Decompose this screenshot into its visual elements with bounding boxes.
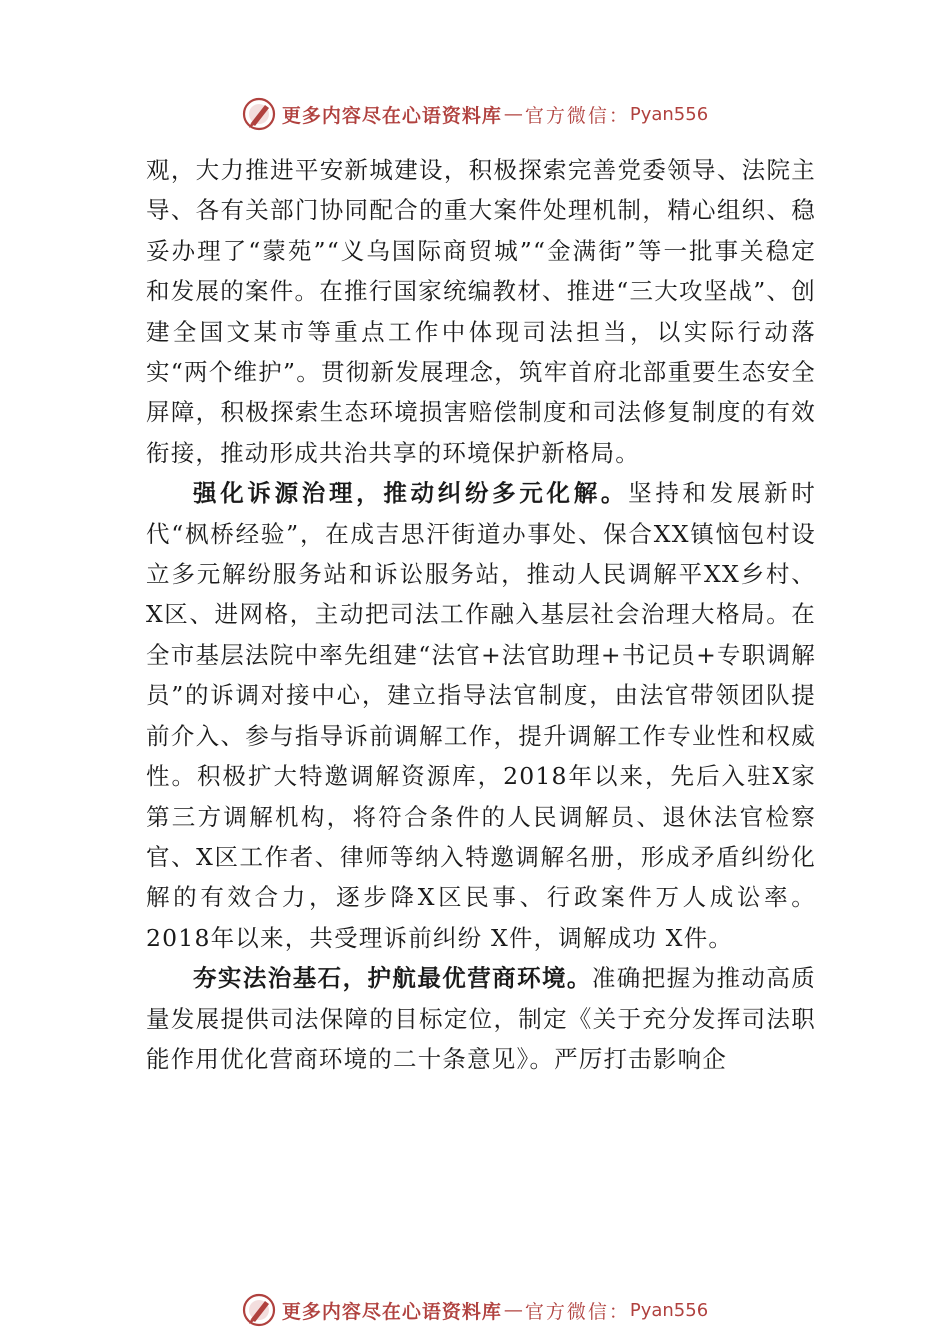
paragraph-heading: 夯实法治基石，护航最优营商环境。: [193, 964, 592, 993]
paragraph-litigation-governance: [146, 473, 816, 958]
brand-text: 更多内容尽在心语资料库: [281, 104, 502, 127]
pen-seal-logo-icon: [242, 97, 276, 131]
document-body: [146, 150, 816, 1079]
wechat-label: 官方微信：: [524, 1300, 630, 1323]
header-banner: [0, 94, 950, 134]
paragraph-text: 观，大力推进平安新城建设，积极探索完善党委领导、法院主导、各有关部门协同配合的重大案件处理机制，精心组织、稳妥办理了“蒙苑”“义乌国际商贸城”“金满街”等一批事关稳定和发展的案件。在推行国家统编教材、推进“三大攻坚战”、创建全国文某市等重点工作中体现司法担当，以实际行动落实“两个维护”。贯彻新发展理念，筑牢首府北部重要生态安全屏障，积极探索生态环境损害赔偿制度和司法修复制度的有效衔接，推动形成共治共享的环境保护新格局。: [146, 156, 816, 467]
paragraph-heading: 强化诉源治理，推动纠纷多元化解。: [193, 479, 629, 508]
pen-seal-logo-icon: [242, 1293, 276, 1327]
brand-text: 更多内容尽在心语资料库: [281, 1300, 502, 1323]
separator: —: [503, 1299, 523, 1321]
wechat-id: Pyan556: [629, 103, 709, 125]
separator: —: [503, 103, 523, 125]
wechat-label: 官方微信：: [524, 104, 630, 127]
paragraph-business-environment: [146, 958, 816, 1079]
paragraph-text: 准确把握为推动高质量发展提供司法保障的目标定位，制定《关于充分发挥司法职能作用优化营商环境的二十条意见》。严厉打击影响企: [146, 964, 816, 1073]
footer-banner: [0, 1290, 950, 1330]
paragraph-text: 坚持和发展新时代“枫桥经验”，在成吉思汗街道办事处、保合XX镇恼包村设立多元解纷服务站和诉讼服务站，推动人民调解平XX乡村、X区、进网格，主动把司法工作融入基层社会治理大格局。在全市基层法院中率先组建“法官+法官助理+书记员+专职调解员”的诉调对接中心，建立指导法官制度，由法官带领团队提前介入、参与指导诉前调解工作，提升调解工作专业性和权威性。积极扩大特邀调解资源库，2018年以来，先后入驻X家第三方调解机构，将符合条件的人民调解员、退休法官检察官、X区工作者、律师等纳入特邀调解名册，形成矛盾纠纷化解的有效合力，逐步降X区民事、行政案件万人成讼率。2018年以来，共受理诉前纠纷 X件，调解成功 X件。: [146, 479, 816, 952]
wechat-id: Pyan556: [629, 1299, 709, 1321]
paragraph-continued: [146, 150, 816, 473]
